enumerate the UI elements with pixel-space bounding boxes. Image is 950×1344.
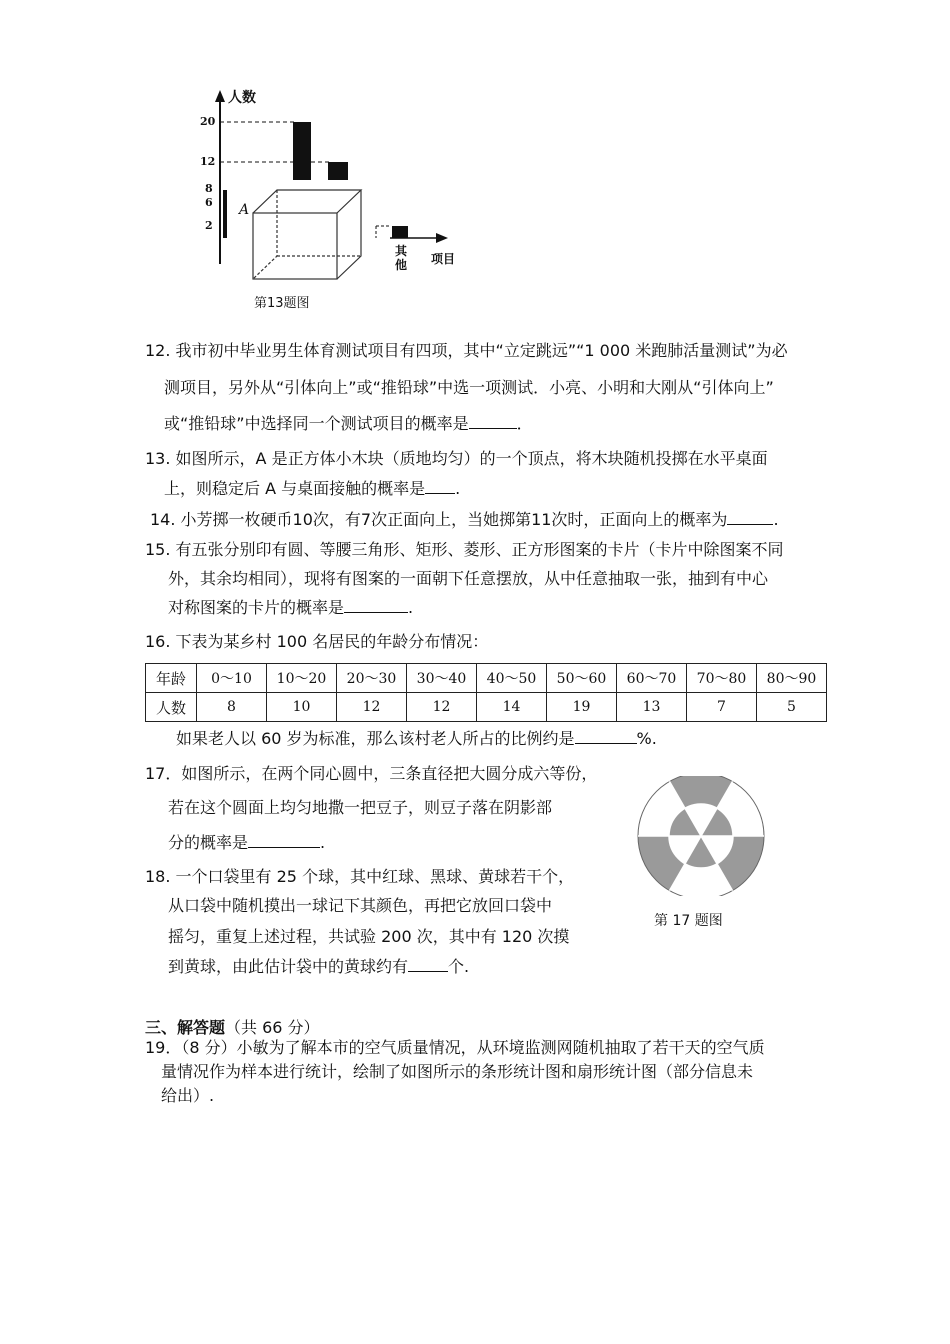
age-cell: 30～40 [407,664,477,693]
q17-line3-end: . [320,833,326,852]
row-header-count: 人数 [146,693,197,722]
count-cell: 10 [267,693,337,722]
fig13-tick-20: 20 [200,115,216,128]
q14-line1 [150,510,779,530]
q15-line1: 15. 有五张分别印有圆、等腰三角形、矩形、菱形、正方形图案的卡片（卡片中除图案不同 [145,540,784,559]
count-cell: 19 [547,693,617,722]
bar-20 [293,122,311,180]
fig13-figure [190,84,470,284]
count-cell: 12 [337,693,407,722]
q12-line3-text: 或“推铅球”中选择同一个测试项目的概率是 [164,414,469,433]
q15-line2: 外，其余均相同），现将有图案的一面朝下任意摆放，从中任意抽取一张，抽到有中心 [168,569,769,588]
q18-line4-text: 到黄球，由此估计袋中的黄球约有 [168,957,409,976]
section3-points: （共 66 分） [225,1018,320,1037]
age-cell: 50～60 [547,664,617,693]
age-cell: 80～90 [757,664,827,693]
q13-line2-end: . [455,479,461,498]
count-cell: 14 [477,693,547,722]
age-distribution-table [145,663,827,722]
fig13-x-axis-label: 项目 [431,252,456,266]
q17-line1: 17．如图所示，在两个同心圆中，三条直径把大圆分成六等份， [145,764,598,783]
y-axis-arrow-icon [215,90,225,102]
q15-line3-end: . [408,598,414,617]
count-cell: 7 [687,693,757,722]
q19-line1: 19．（8 分）小敏为了解本市的空气质量情况，从环境监测网随机抽取了若干天的空气质 [145,1038,765,1057]
age-cell: 40～50 [477,664,547,693]
q13-answer-blank[interactable] [425,479,455,494]
fig13-tick-8: 8 [205,182,213,195]
q14-answer-blank[interactable] [727,510,773,525]
count-cell: 12 [407,693,477,722]
q12-line3-end: ． [516,414,533,433]
row-header-age: 年龄 [146,664,197,693]
fig13-tick-2: 2 [205,219,213,232]
fig13-category-other: 其他 [395,244,408,272]
fig13-tick-12: 12 [200,155,216,168]
fig13-y-axis-label: 人数 [228,90,256,106]
q12-line3 [164,414,533,434]
bar-left [223,190,227,238]
section3-title: 三、解答题 [145,1018,226,1037]
q13-line1: 13. 如图所示，A 是正方体小木块（质地均匀）的一个顶点，将木块随机投掷在水平桌面 [145,449,768,468]
q12-answer-blank[interactable] [469,414,517,429]
bar-12 [328,162,348,180]
q12-line1: 12. 我市初中毕业男生体育测试项目有四项，其中“立定跳远”“1 000 米跑肺活量测试”为必 [145,341,788,360]
q16-line1: 16. 下表为某乡村 100 名居民的年龄分布情况： [145,632,489,651]
q16-line2 [176,729,657,749]
age-cell: 10～20 [267,664,337,693]
q13-line2-text: 上，则稳定后 A 与桌面接触的概率是 [164,479,426,498]
table-row-age [146,664,827,693]
q18-answer-blank[interactable] [408,957,448,972]
fig13-tick-6: 6 [205,196,213,209]
q16-line2-end: %. [636,729,657,748]
q17-line2: 若在这个圆面上均匀地撒一把豆子，则豆子落在阴影部 [168,798,553,817]
q13-line2 [164,479,460,499]
q16-answer-blank[interactable] [575,729,637,744]
q17-line3-text: 分的概率是 [168,833,249,852]
q19-line2: 量情况作为样本进行统计，绘制了如图所示的条形统计图和扇形统计图（部分信息未 [161,1062,754,1081]
q18-line1: 18. 一个口袋里有 25 个球，其中红球、黑球、黄球若干个， [145,867,575,886]
q18-line2: 从口袋中随机摸出一球记下其颜色，再把它放回口袋中 [168,896,553,915]
x-axis-arrow-icon [436,233,448,243]
q15-line3-text: 对称图案的卡片的概率是 [168,598,345,617]
q15-line3 [168,598,413,618]
q16-line2-text: 如果老人以 60 岁为标准，那么该村老人所占的比例约是 [176,729,575,748]
q17-answer-blank[interactable] [248,833,320,848]
q14-line1-text: 14. 小芳掷一枚硬币10次，有7次正面向上，当她掷第11次时，正面向上的概率为 [150,510,728,529]
section3-heading [145,1015,320,1038]
q18-line4-end: 个. [448,957,470,976]
fig13-vertex-label: A [239,202,250,218]
q19-line3: 给出）. [161,1086,215,1105]
fig17-caption: 第 17 题图 [654,913,723,929]
age-cell: 20～30 [337,664,407,693]
cube [253,190,361,279]
q18-line4 [168,957,469,977]
q17-line3 [168,833,325,853]
q12-line2: 测项目，另外从“引体向上”或“推铅球”中选一项测试．小亮、小明和大刚从“引体向上” [164,378,774,397]
table-row-count [146,693,827,722]
bar-other [392,226,408,238]
count-cell: 13 [617,693,687,722]
q18-line3: 摇匀，重复上述过程，共试验 200 次，其中有 120 次摸 [168,927,570,946]
fig13-caption: 第13题图 [254,296,310,311]
age-cell: 70～80 [687,664,757,693]
age-cell: 60～70 [617,664,687,693]
age-cell: 0～10 [197,664,267,693]
q14-line1-end: . [773,510,779,529]
count-cell: 5 [757,693,827,722]
count-cell: 8 [197,693,267,722]
fig17-concentric-circles [630,776,772,896]
q15-answer-blank[interactable] [344,598,408,613]
